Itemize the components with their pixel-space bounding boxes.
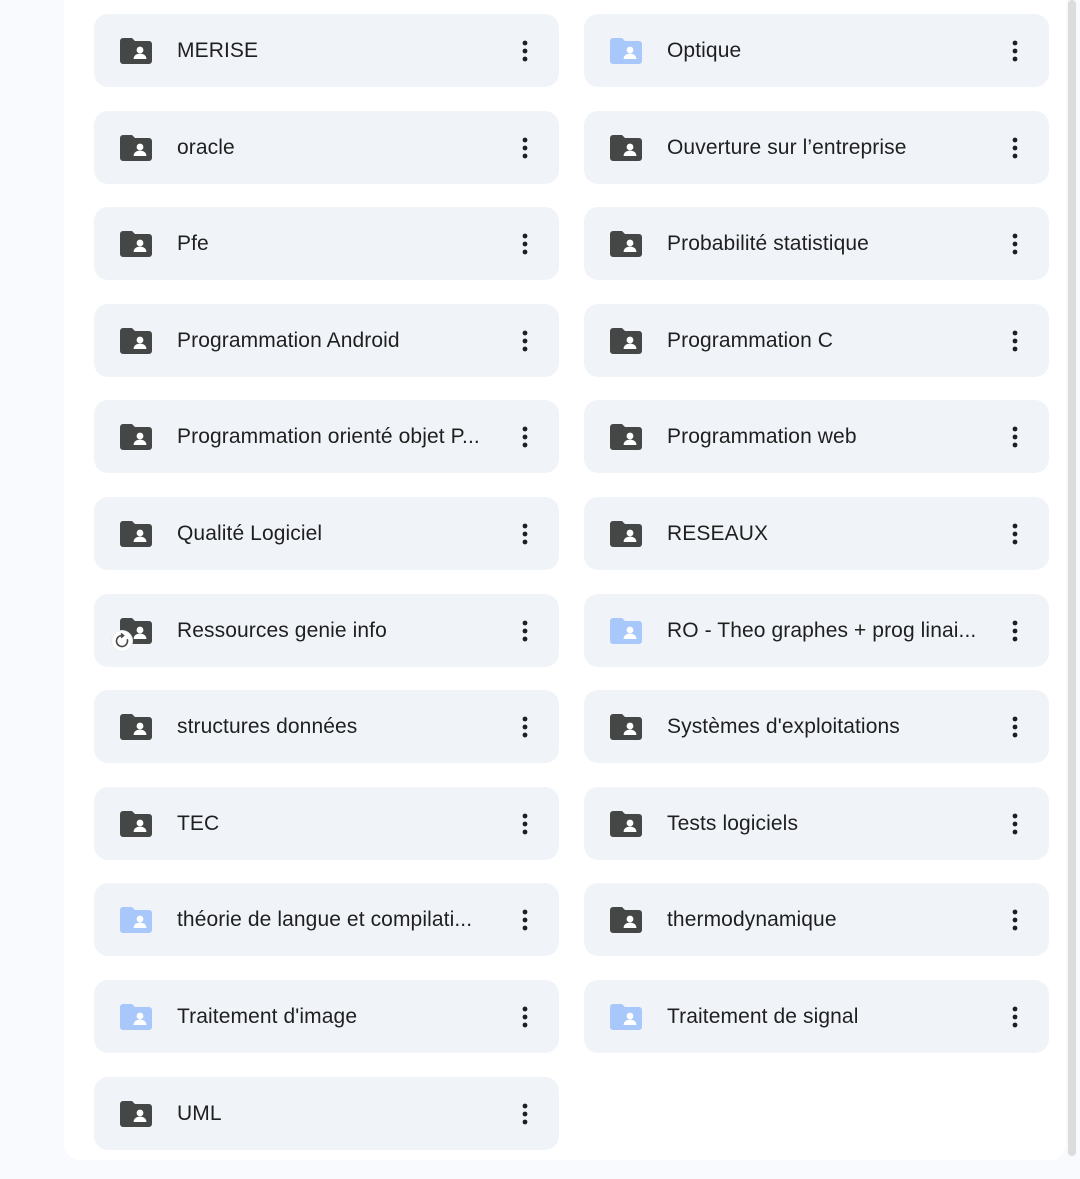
more-actions-button[interactable]: [999, 808, 1031, 840]
folder-card[interactable]: [584, 594, 1049, 667]
more-vert-icon: [522, 620, 528, 642]
shared-folder-icon: [610, 328, 642, 354]
folder-card[interactable]: [94, 787, 559, 860]
more-vert-icon: [522, 909, 528, 931]
folder-name: oracle: [177, 135, 235, 159]
more-actions-button[interactable]: [509, 808, 541, 840]
more-actions-button[interactable]: [999, 228, 1031, 260]
folder-name: MERISE: [177, 39, 259, 62]
folder-name: Tests logiciels: [667, 811, 799, 835]
shared-folder-icon: [120, 38, 152, 64]
scrollbar-thumb[interactable]: [1068, 0, 1076, 1156]
more-vert-icon: [522, 233, 528, 255]
folder-name: RESEAUX: [667, 521, 769, 545]
shared-folder-icon: [610, 231, 642, 257]
shared-folder-icon: [120, 714, 152, 740]
more-actions-button[interactable]: [509, 615, 541, 647]
more-vert-icon: [522, 813, 528, 835]
folder-name: Systèmes d'exploitations: [667, 715, 900, 739]
folder-name: Optique: [667, 39, 742, 62]
folder-card[interactable]: [94, 690, 559, 763]
more-actions-button[interactable]: [999, 904, 1031, 936]
more-actions-button[interactable]: [999, 132, 1031, 164]
more-actions-button[interactable]: [999, 711, 1031, 743]
folder-card[interactable]: [94, 1077, 559, 1150]
more-actions-button[interactable]: [509, 518, 541, 550]
more-actions-button[interactable]: [509, 228, 541, 260]
folder-name: RO - Theo graphes + prog linai...: [667, 618, 977, 642]
folder-card[interactable]: [94, 304, 559, 377]
folder-card[interactable]: [584, 304, 1049, 377]
folder-name: Pfe: [177, 232, 209, 256]
folder-name: Ouverture sur l’entreprise: [667, 135, 907, 159]
more-actions-button[interactable]: [509, 1001, 541, 1033]
more-vert-icon: [522, 137, 528, 159]
more-actions-button[interactable]: [509, 132, 541, 164]
folder-name: Programmation C: [667, 328, 834, 352]
more-actions-button[interactable]: [999, 35, 1031, 67]
folder-name: Programmation orienté objet P...: [177, 425, 480, 449]
more-actions-button[interactable]: [999, 421, 1031, 453]
shared-folder-icon: [610, 38, 642, 64]
shared-folder-icon: [120, 1101, 152, 1127]
folder-card[interactable]: [94, 400, 559, 473]
folder-name: Programmation web: [667, 425, 857, 449]
shared-folder-icon: [120, 1004, 152, 1030]
folder-card[interactable]: [584, 400, 1049, 473]
shared-folder-icon: [120, 907, 152, 933]
shared-folder-icon: [610, 1004, 642, 1030]
shared-folder-icon: [120, 231, 152, 257]
folder-card[interactable]: [584, 883, 1049, 956]
shared-folder-icon: [610, 424, 642, 450]
more-actions-button[interactable]: [509, 904, 541, 936]
folder-card[interactable]: [94, 883, 559, 956]
folder-name: structures données: [177, 715, 358, 739]
folder-card[interactable]: [584, 207, 1049, 280]
more-vert-icon: [1012, 909, 1018, 931]
more-vert-icon: [522, 40, 528, 62]
more-vert-icon: [522, 426, 528, 448]
more-vert-icon: [1012, 620, 1018, 642]
more-vert-icon: [522, 330, 528, 352]
more-vert-icon: [1012, 137, 1018, 159]
shared-folder-icon: [120, 521, 152, 547]
more-vert-icon: [1012, 716, 1018, 738]
sync-icon: [112, 631, 132, 651]
folder-card[interactable]: [584, 14, 1049, 87]
more-vert-icon: [1012, 330, 1018, 352]
shared-folder-icon: [610, 811, 642, 837]
more-actions-button[interactable]: [999, 615, 1031, 647]
more-vert-icon: [1012, 426, 1018, 448]
more-vert-icon: [522, 523, 528, 545]
shared-folder-icon: [120, 328, 152, 354]
more-actions-button[interactable]: [509, 711, 541, 743]
folder-name: Traitement de signal: [667, 1004, 859, 1028]
more-vert-icon: [1012, 40, 1018, 62]
more-vert-icon: [1012, 813, 1018, 835]
shared-folder-icon: [610, 907, 642, 933]
folder-card[interactable]: [584, 111, 1049, 184]
shared-folder-icon: [120, 811, 152, 837]
folder-name: thermodynamique: [667, 908, 837, 932]
folder-name: TEC: [177, 811, 220, 835]
shared-folder-icon: [610, 714, 642, 740]
folder-grid: [94, 14, 1049, 1150]
more-actions-button[interactable]: [509, 325, 541, 357]
folder-card[interactable]: [94, 14, 559, 87]
folder-card[interactable]: [584, 787, 1049, 860]
folder-name: Ressources genie info: [177, 618, 387, 642]
folder-card[interactable]: [94, 594, 559, 667]
more-actions-button[interactable]: [999, 518, 1031, 550]
shared-folder-icon: [610, 618, 642, 644]
more-vert-icon: [522, 1006, 528, 1028]
folder-card[interactable]: [584, 690, 1049, 763]
shared-folder-icon: [610, 521, 642, 547]
vertical-scrollbar[interactable]: [1066, 0, 1080, 1160]
folder-card[interactable]: [94, 111, 559, 184]
folder-card[interactable]: [94, 497, 559, 570]
more-vert-icon: [1012, 1006, 1018, 1028]
shared-folder-icon: [120, 135, 152, 161]
folder-name: Programmation Android: [177, 328, 400, 352]
shared-folder-icon: [610, 135, 642, 161]
folder-card[interactable]: [584, 980, 1049, 1053]
more-vert-icon: [522, 1103, 528, 1125]
more-actions-button[interactable]: [509, 1098, 541, 1130]
more-actions-button[interactable]: [999, 1001, 1031, 1033]
more-actions-button[interactable]: [999, 325, 1031, 357]
folder-name: Probabilité statistique: [667, 232, 869, 256]
more-vert-icon: [522, 716, 528, 738]
folder-name: théorie de langue et compilati...: [177, 908, 473, 932]
more-actions-button[interactable]: [509, 35, 541, 67]
folder-card[interactable]: [94, 980, 559, 1053]
folder-card[interactable]: [584, 497, 1049, 570]
folder-name: Traitement d'image: [177, 1004, 358, 1028]
folder-card[interactable]: [94, 207, 559, 280]
folder-name: UML: [177, 1101, 222, 1125]
shared-folder-icon: [120, 424, 152, 450]
folder-name: Qualité Logiciel: [177, 521, 323, 545]
more-vert-icon: [1012, 523, 1018, 545]
more-actions-button[interactable]: [509, 421, 541, 453]
more-vert-icon: [1012, 233, 1018, 255]
